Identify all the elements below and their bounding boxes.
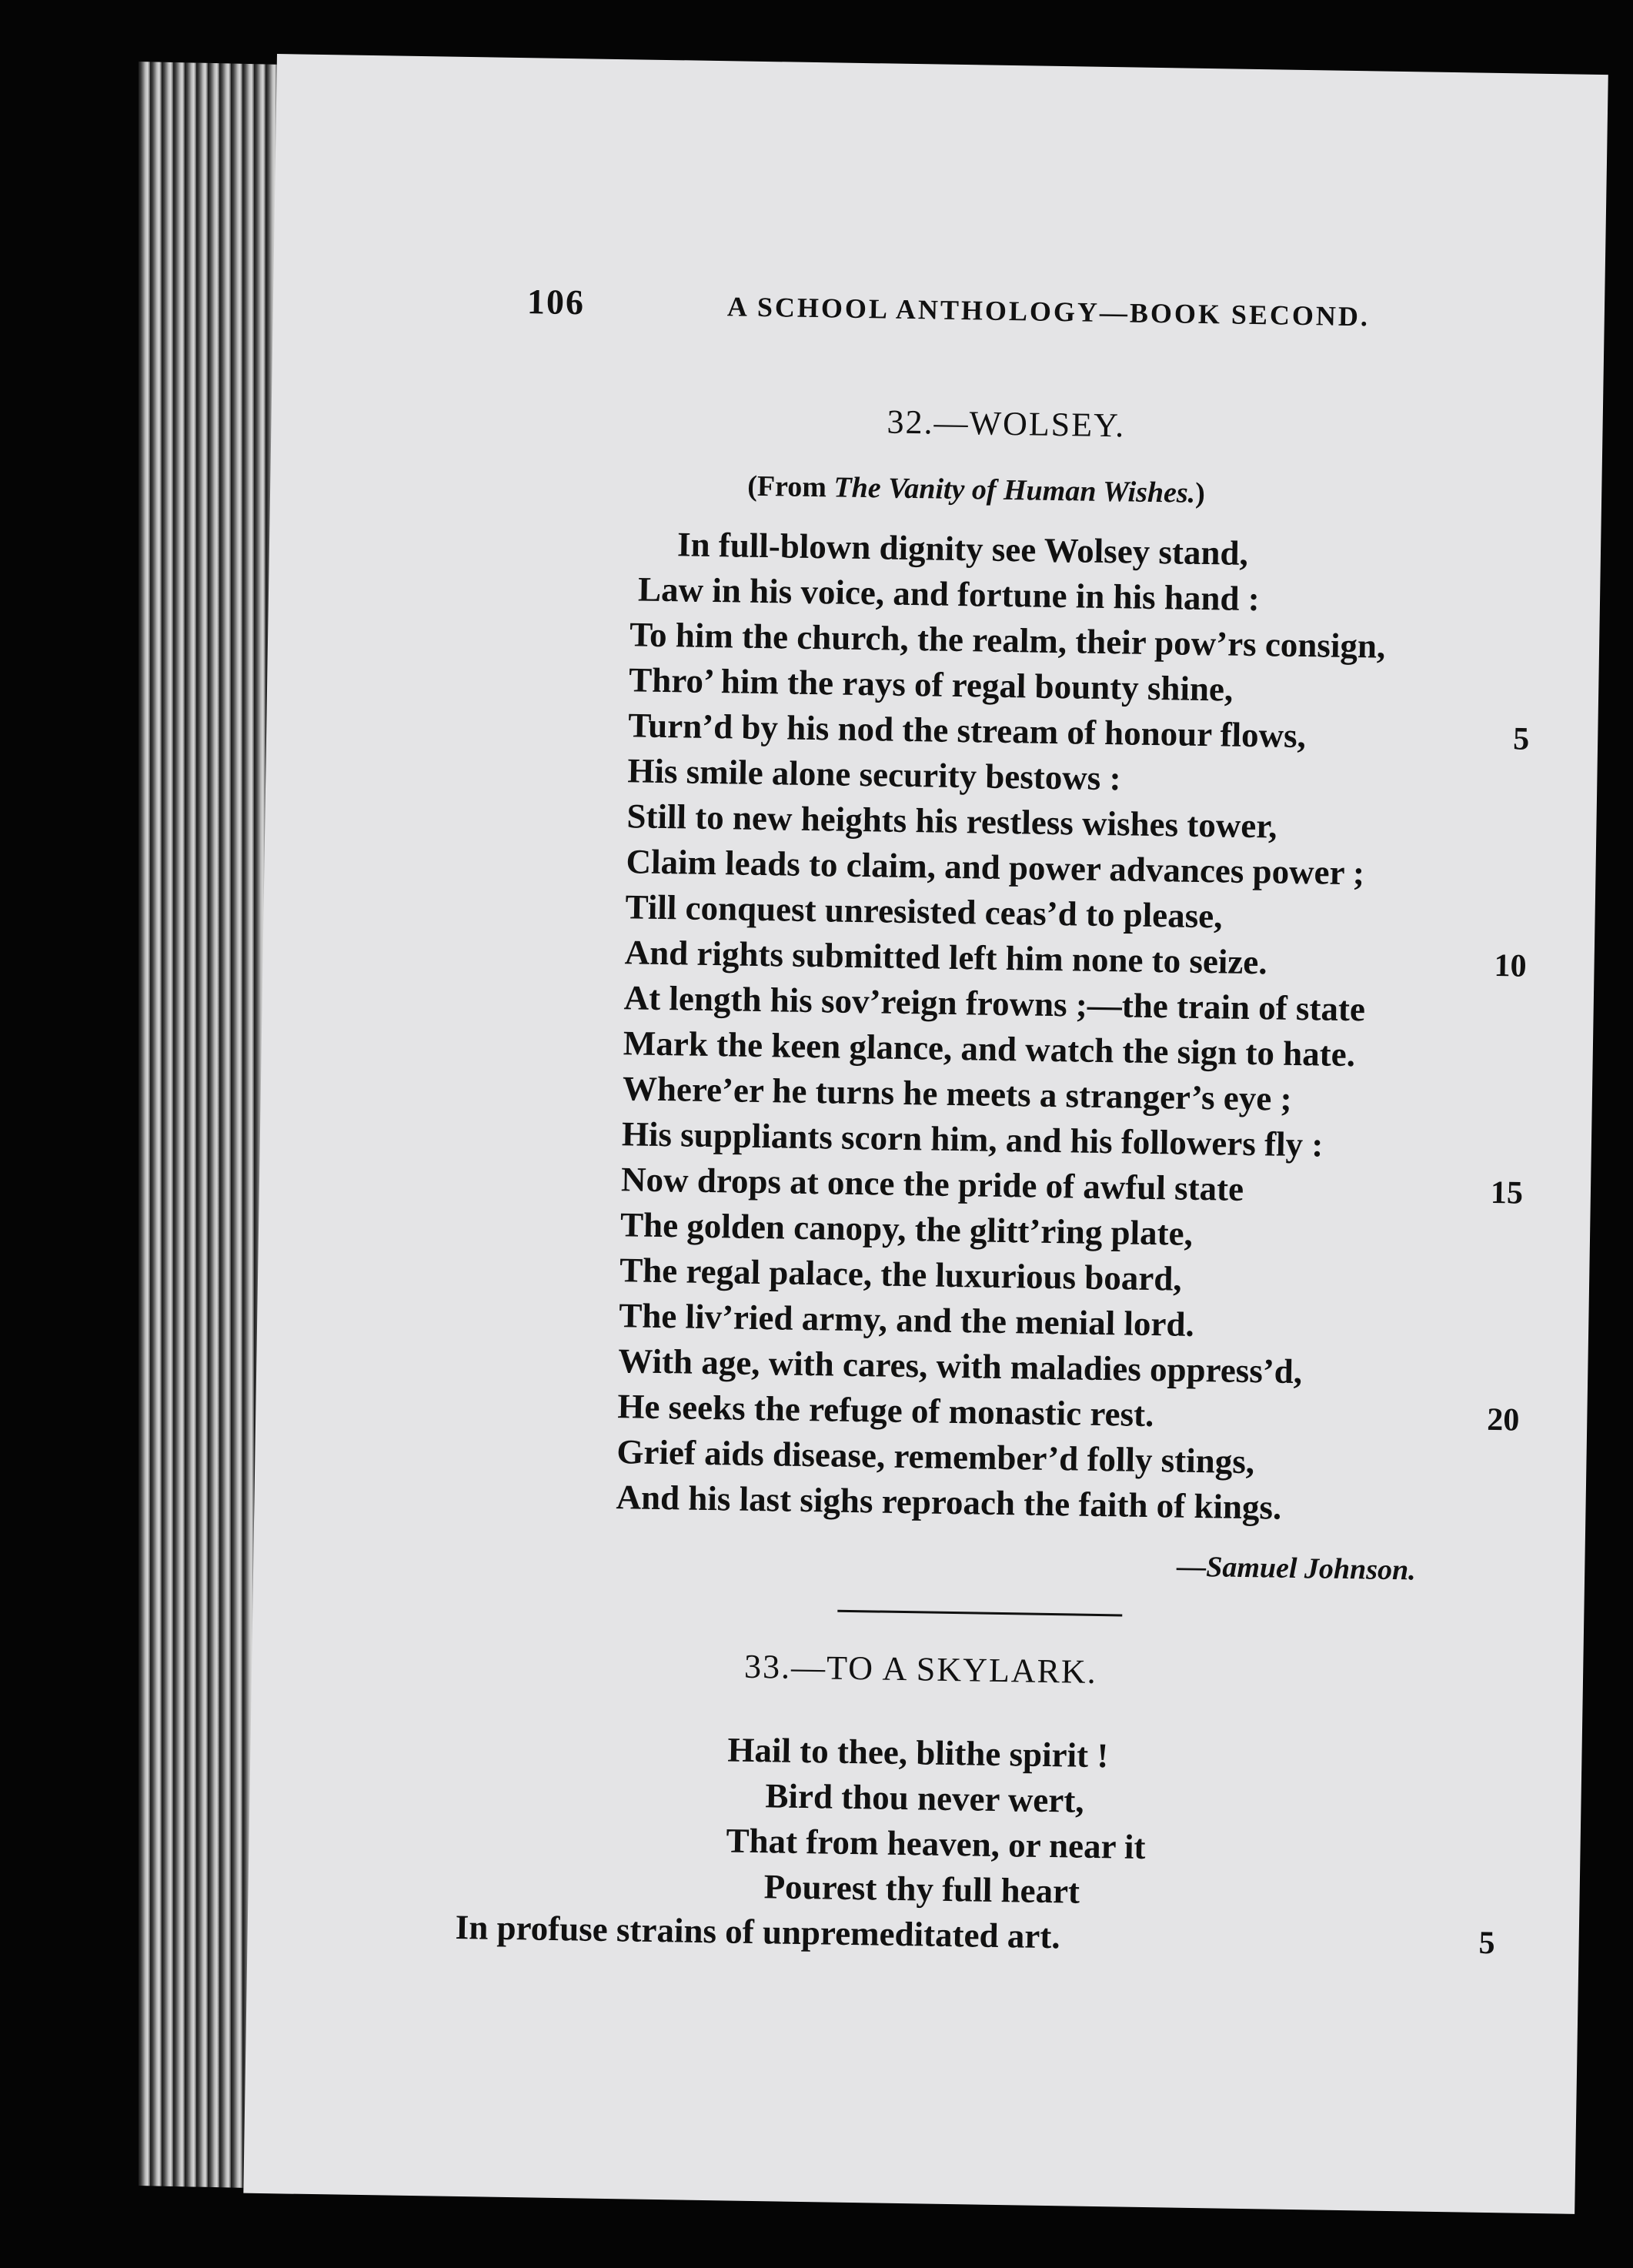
- running-header: [526, 281, 1451, 332]
- subtitle-work-title: The Vanity of Human Wishes.: [833, 471, 1196, 509]
- book-page: [243, 54, 1608, 2214]
- poem-line: Still to new heights his restless wishes tower,: [626, 797, 1277, 846]
- poem-line: His suppliants scorn him, and his followers fly :: [621, 1114, 1324, 1164]
- poem-line: Till conquest unresisted ceas’d to please,: [625, 887, 1223, 936]
- poem-line: Grief aids disease, remember’d folly stings,: [616, 1432, 1255, 1481]
- poem-line: That from heaven, or near it: [726, 1821, 1146, 1867]
- page-number: 106: [526, 282, 586, 322]
- poem-line: Turn’d by his nod the stream of honour flows,: [627, 706, 1307, 756]
- line-number: 5: [1478, 1925, 1495, 1962]
- poem-line: To him the church, the realm, their pow’rs consign,: [629, 615, 1386, 666]
- line-number: 20: [1486, 1401, 1520, 1438]
- poem-lines-wolsey: [616, 521, 1387, 1531]
- poem-line: With age, with cares, with maladies oppress’d,: [617, 1341, 1303, 1391]
- line-number: 5: [1512, 721, 1530, 757]
- poem-line: Mark the keen glance, and watch the sign to hate.: [623, 1024, 1356, 1074]
- poem-line: At length his sov’reign frowns ;—the train of state: [623, 978, 1366, 1029]
- poem-line: The regal palace, the luxurious board,: [619, 1251, 1183, 1298]
- poem-line: The golden canopy, the glitt’ring plate,: [619, 1205, 1194, 1253]
- poem-lines-skylark: [455, 1723, 1147, 1961]
- poem-line: Bird thou never wert,: [765, 1776, 1084, 1820]
- subtitle-prefix: (From: [746, 469, 834, 504]
- poem-title-wolsey: 32.—WOLSEY.: [887, 402, 1126, 445]
- poem-subtitle-source: [747, 469, 1205, 510]
- poem-line: He seeks the refuge of monastic rest.: [617, 1387, 1154, 1435]
- poem-line: The liv’ried army, and the menial lord.: [618, 1296, 1195, 1344]
- poem-line: In profuse strains of unpremeditated art.: [455, 1907, 1060, 1956]
- line-number: 10: [1494, 947, 1527, 984]
- poem-title-skylark: 33.—TO A SKYLARK.: [743, 1647, 1098, 1691]
- poem-author: —Samuel Johnson.: [1176, 1550, 1417, 1587]
- poem-line: Thro’ him the rays of regal bounty shine,: [628, 660, 1234, 709]
- poem-line: Where’er he turns he meets a stranger’s eye ;: [622, 1069, 1292, 1118]
- subtitle-suffix: ): [1194, 476, 1206, 510]
- poem-line: And rights submitted left him none to seize.: [624, 933, 1267, 982]
- poem-line: Pourest thy full heart: [763, 1867, 1080, 1911]
- line-number: 15: [1490, 1174, 1524, 1211]
- running-title: A SCHOOL ANTHOLOGY—BOOK SECOND.: [726, 291, 1371, 332]
- page-content: [243, 54, 1608, 2214]
- section-divider-rule: [837, 1610, 1122, 1617]
- poem-line: In full-blown dignity see Wolsey stand,: [676, 525, 1249, 573]
- poem-line: Law in his voice, and fortune in his hand :: [637, 570, 1261, 619]
- poem-line: Hail to thee, blithe spirit !: [727, 1730, 1109, 1775]
- poem-line: Claim leads to claim, and power advances power ;: [626, 842, 1365, 893]
- poem-line: And his last sighs reproach the faith of kings.: [616, 1478, 1282, 1527]
- poem-line: Now drops at once the pride of awful state: [620, 1160, 1244, 1208]
- poem-line: His smile alone security bestows :: [627, 751, 1121, 798]
